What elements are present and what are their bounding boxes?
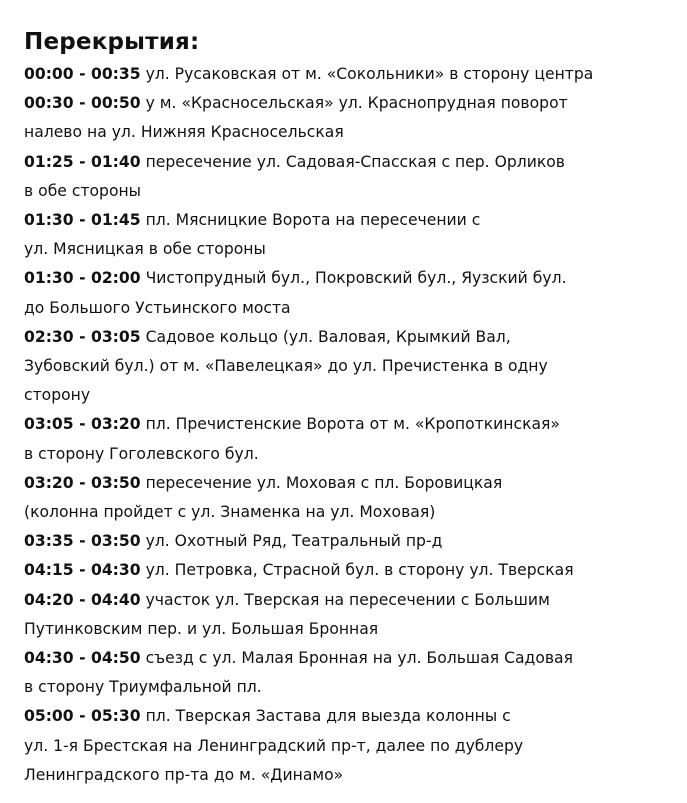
closure-line xyxy=(24,60,674,89)
closure-text: в сторону Гоголевского бул. xyxy=(24,444,259,463)
closure-text: до Большого Устьинского моста xyxy=(24,298,291,317)
closure-line xyxy=(24,118,674,147)
closure-time: 04:20 - 04:40 xyxy=(24,590,141,609)
closure-text: ул. Охотный Ряд, Театральный пр-д xyxy=(145,532,443,551)
closure-text: налево на ул. Нижняя Красносельская xyxy=(24,123,344,142)
closure-line xyxy=(24,206,674,235)
closure-line xyxy=(24,381,674,410)
closure-text: пересечение ул. Садовая-Спасская с пер. Орликов xyxy=(145,152,565,171)
closure-text: пл. Тверская Застава для выезда колонны с xyxy=(145,707,511,726)
closure-text: пересечение ул. Моховая с пл. Боровицкая xyxy=(145,473,503,492)
closure-time: 03:05 - 03:20 xyxy=(24,415,141,434)
closure-text: Зубовский бул.) от м. «Павелецкая» до ул. Пречистенка в одну xyxy=(24,357,548,376)
closure-time: 01:30 - 01:45 xyxy=(24,211,141,230)
closure-text: ул. Мясницкая в обе стороны xyxy=(24,240,266,259)
closure-time: 00:30 - 00:50 xyxy=(24,94,141,113)
closure-entry xyxy=(24,264,674,322)
closure-time: 02:30 - 03:05 xyxy=(24,327,141,346)
closure-line xyxy=(24,498,674,527)
closure-line xyxy=(24,323,674,352)
closure-text: ул. 1-я Брестская на Ленинградский пр-т, далее по дублеру xyxy=(24,736,524,755)
closure-line xyxy=(24,644,674,673)
closure-text: (колонна пройдет с ул. Знаменка на ул. Моховая) xyxy=(24,503,436,522)
closure-line xyxy=(24,673,674,702)
closure-text: Ленинградского пр-та до м. «Динамо» xyxy=(24,765,344,784)
closure-entry xyxy=(24,206,674,264)
closure-text: Путинковским пер. и ул. Большая Бронная xyxy=(24,619,379,638)
closure-line xyxy=(24,527,674,556)
closure-line xyxy=(24,556,674,585)
closure-line xyxy=(24,148,674,177)
closure-line xyxy=(24,761,674,790)
closure-entry xyxy=(24,89,674,147)
closure-line xyxy=(24,89,674,118)
closure-text: Садовое кольцо (ул. Валовая, Крымкий Вал, xyxy=(145,327,511,346)
closure-text: ул. Русаковская от м. «Сокольники» в сторону центра xyxy=(145,65,594,83)
closure-text: в обе стороны xyxy=(24,181,141,200)
closure-entry xyxy=(24,527,674,556)
closure-time: 04:30 - 04:50 xyxy=(24,649,141,668)
closure-entry xyxy=(24,644,674,702)
closure-line xyxy=(24,732,674,761)
page-title: Перекрытия: xyxy=(24,29,200,55)
closure-text: у м. «Красносельская» ул. Краснопрудная поворот xyxy=(145,94,568,113)
closure-entry xyxy=(24,469,674,527)
closure-text: пл. Мясницкие Ворота на пересечении с xyxy=(145,211,481,230)
closure-line xyxy=(24,469,674,498)
closure-text: в сторону Триумфальной пл. xyxy=(24,678,262,697)
closure-line xyxy=(24,294,674,323)
closure-line xyxy=(24,702,674,731)
closure-line xyxy=(24,264,674,293)
road-closures-document xyxy=(24,26,674,790)
closure-time: 05:00 - 05:30 xyxy=(24,707,141,726)
closure-time: 01:25 - 01:40 xyxy=(24,152,141,171)
closure-line xyxy=(24,177,674,206)
closure-text: съезд с ул. Малая Бронная на ул. Большая Садовая xyxy=(145,649,573,668)
closure-entry xyxy=(24,586,674,644)
closure-text: пл. Пречистенские Ворота от м. «Кропоткинская» xyxy=(145,415,560,434)
closure-text: сторону xyxy=(24,386,91,405)
closure-text: участок ул. Тверская на пересечении с Большим xyxy=(145,590,550,609)
closure-line xyxy=(24,440,674,469)
closure-entry xyxy=(24,148,674,206)
closure-time: 03:20 - 03:50 xyxy=(24,473,141,492)
closure-entry xyxy=(24,323,674,411)
closure-line xyxy=(24,352,674,381)
closure-list xyxy=(24,60,674,790)
closure-time: 00:00 - 00:35 xyxy=(24,65,141,83)
closure-time: 01:30 - 02:00 xyxy=(24,269,141,288)
closure-line xyxy=(24,615,674,644)
closure-entry xyxy=(24,702,674,790)
closure-entry xyxy=(24,410,674,468)
closure-entry xyxy=(24,60,674,89)
closure-line xyxy=(24,235,674,264)
closure-text: ул. Петровка, Страсной бул. в сторону ул. Тверская xyxy=(145,561,574,580)
closure-time: 03:35 - 03:50 xyxy=(24,532,141,551)
closure-text: Чистопрудный бул., Покровский бул., Яузский бул. xyxy=(145,269,567,288)
closure-line xyxy=(24,586,674,615)
closure-line xyxy=(24,410,674,439)
closure-entry xyxy=(24,556,674,585)
closure-time: 04:15 - 04:30 xyxy=(24,561,141,580)
